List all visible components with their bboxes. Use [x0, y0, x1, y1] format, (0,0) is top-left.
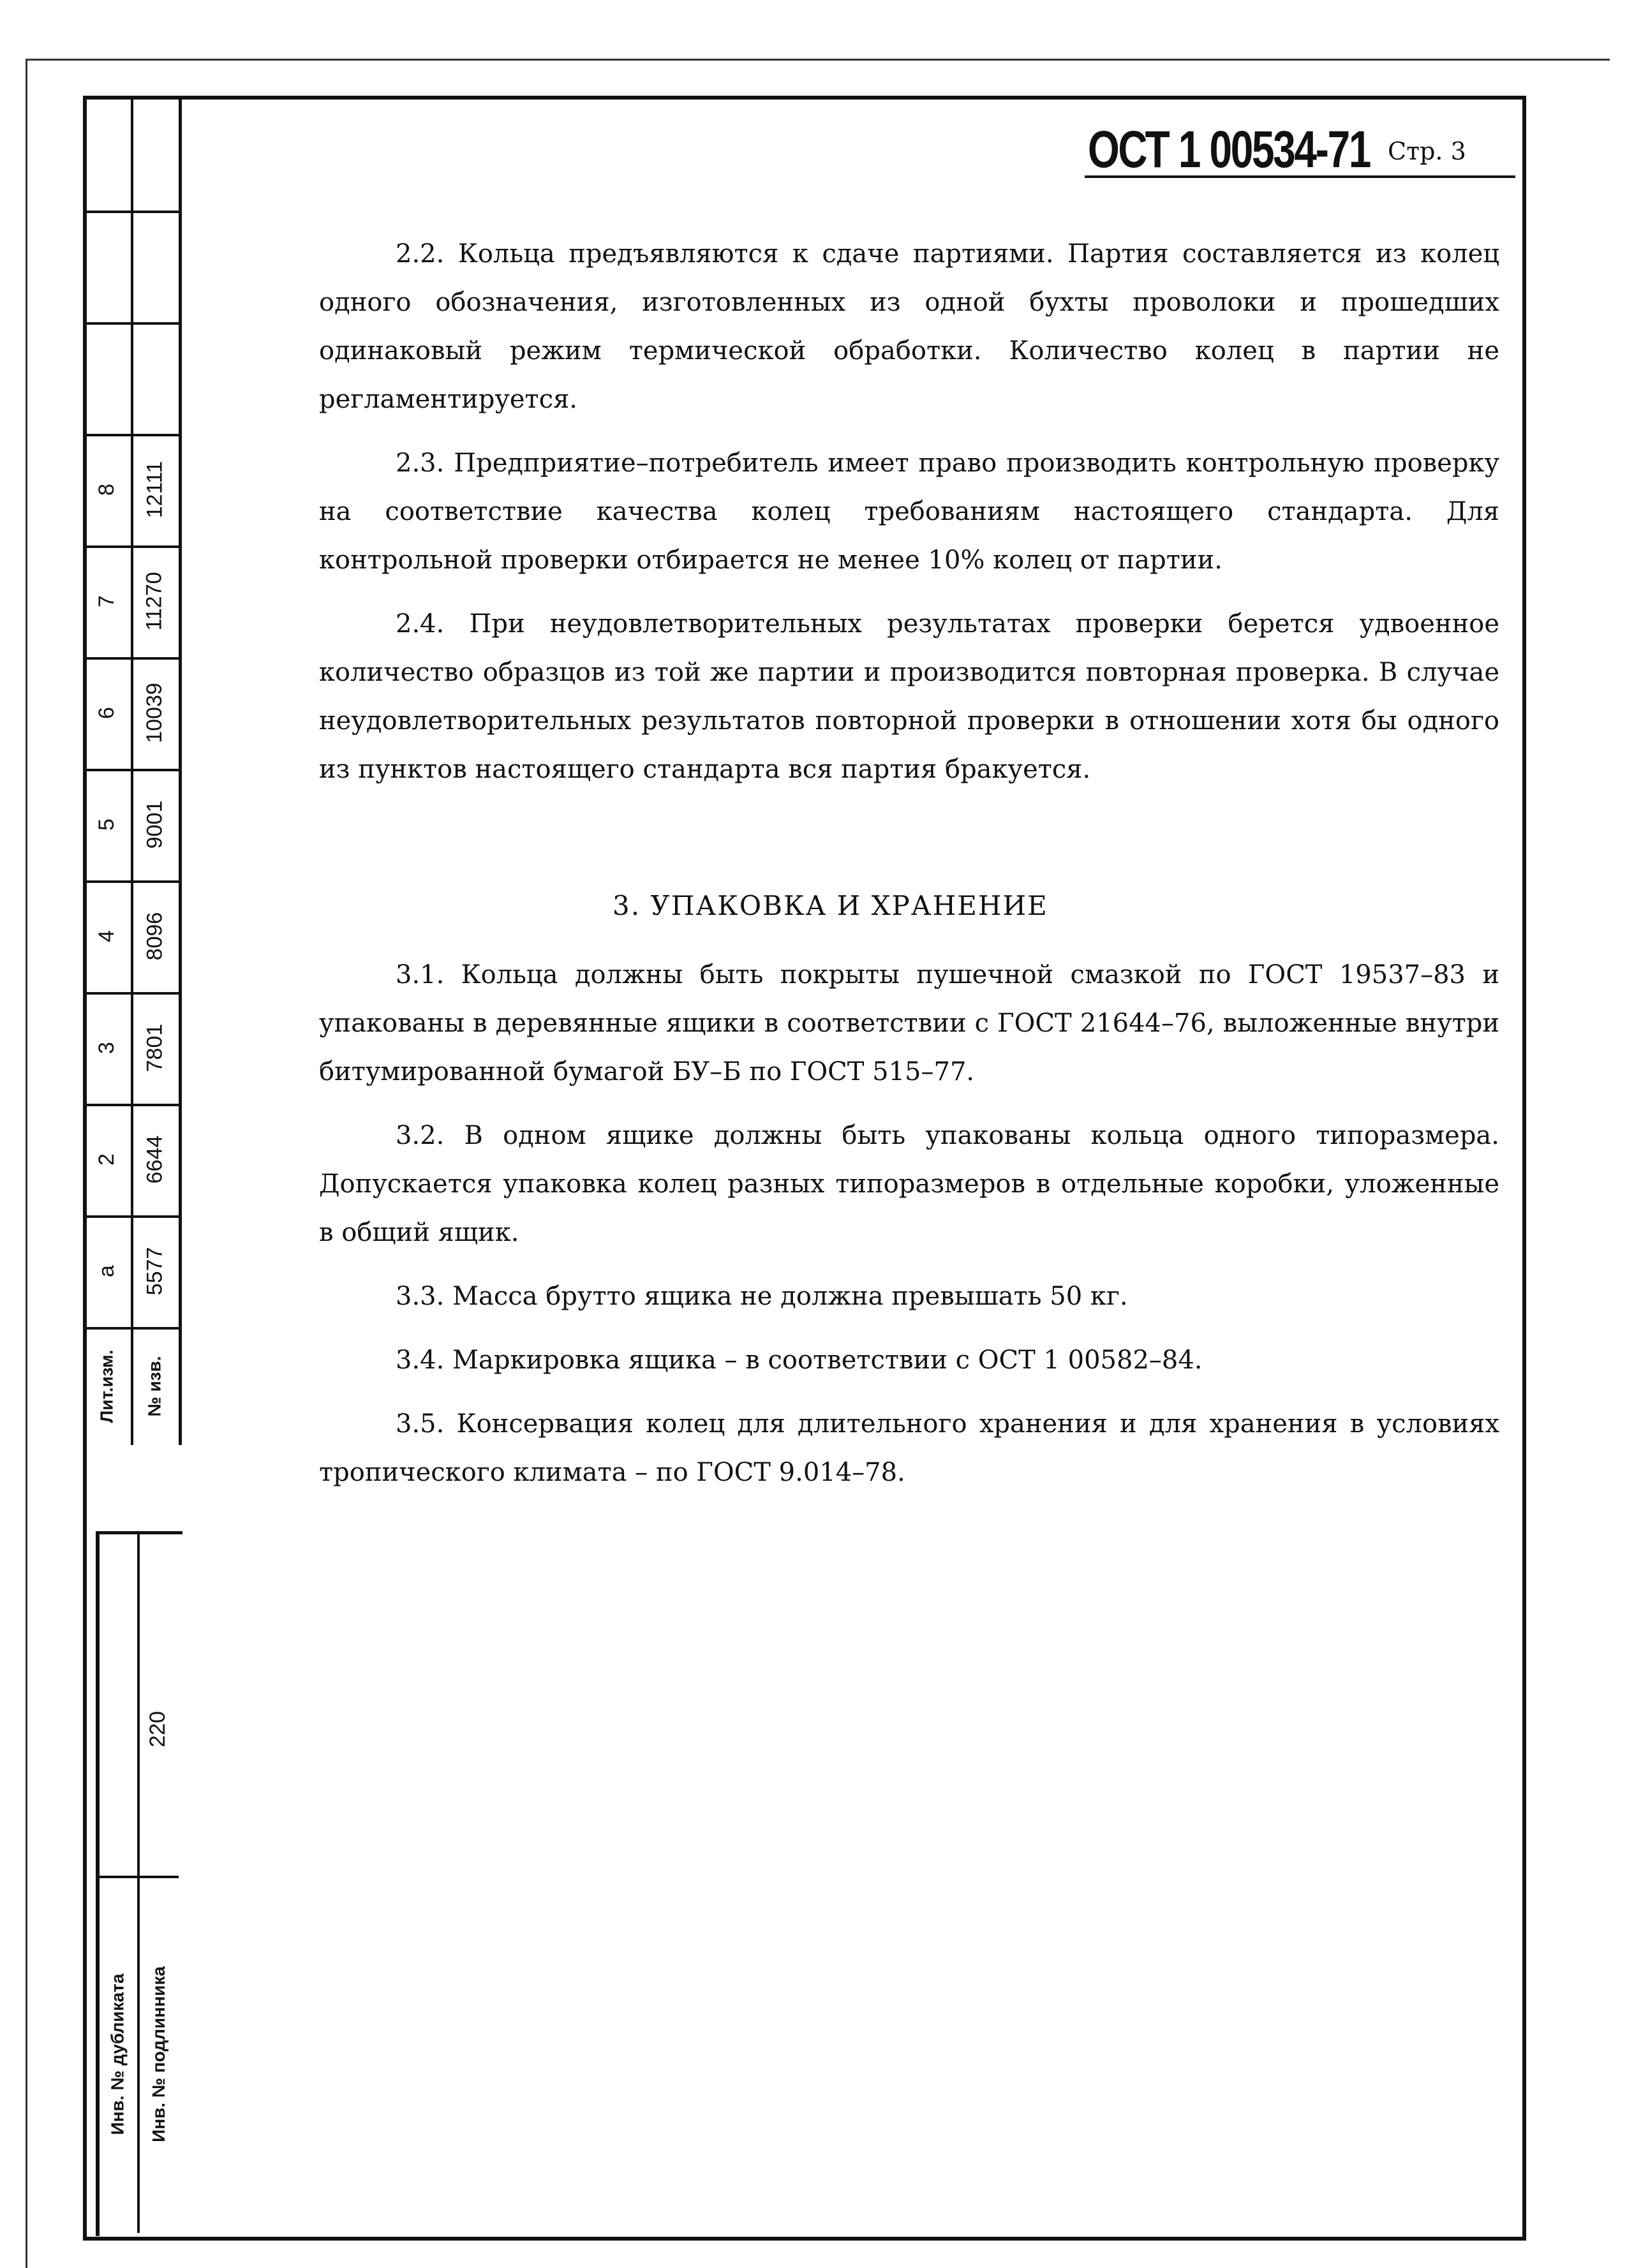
- paragraph-3-4: 3.4. Маркировка ящика – в соответствии с ОСТ 1 00582–84.: [396, 1345, 1203, 1375]
- side-table-lit-cell: а: [94, 1265, 119, 1277]
- side-table-lit-cell: 8: [94, 484, 119, 496]
- side-table-num-cell: 5577: [142, 1247, 167, 1296]
- side-table-num-cell: 12111: [142, 461, 167, 519]
- standard-code: ОСТ 1 00534-71: [1088, 121, 1371, 179]
- paragraph-2-2: 2.2. Кольца предъявляются к сдаче партиями. Партия составляется из колец одного обозначения, изготовленных из одной бухты проволоки и прошедших одинаковый режим термической обработки. Количество колец в партии не регламентируется.: [319, 239, 1499, 414]
- section-3-body: [319, 951, 1499, 1512]
- side-table-lit-cell: 3: [94, 1042, 119, 1054]
- side-table-num-cell: 10039: [142, 683, 167, 743]
- side-table-divider: [83, 322, 179, 325]
- inventory-value: 220: [145, 1710, 170, 1747]
- section-3-heading: 3. УПАКОВКА И ХРАНЕНИЕ: [613, 890, 1048, 921]
- side-table-lit-cell: 6: [94, 707, 119, 719]
- side-table-lit-cell: 7: [94, 595, 119, 607]
- page-number: Стр. 3: [1388, 137, 1466, 165]
- paragraph-2-3: 2.3. Предприятие–потребитель имеет право производить контрольную проверку на соответствие качества колец требованиям настоящего стандарта. Для контрольной проверки отбирается не менее 10% колец от партии.: [319, 448, 1499, 575]
- side-table-lit-cell: 2: [94, 1153, 119, 1166]
- paragraph-3-1: 3.1. Кольца должны быть покрыты пушечной смазкой по ГОСТ 19537–83 и упакованы в деревянные ящики в соответствии с ГОСТ 21644–76, выложенные внутри битумированной бумагой БУ–Б по ГОСТ 515–77.: [319, 960, 1499, 1086]
- side-table-lit-cell: 4: [94, 930, 119, 942]
- side-table-num-cell: 7801: [142, 1023, 167, 1072]
- header-underline: [1085, 175, 1515, 178]
- side-table-label-num: № изв.: [144, 1355, 165, 1417]
- paragraph-3-3: 3.3. Масса брутто ящика не должна превышать 50 кг.: [396, 1282, 1128, 1311]
- side-table-num-cell: 8096: [142, 912, 167, 961]
- side-table-label-lit: Лит.изм.: [96, 1349, 117, 1423]
- side-table-divider: [83, 211, 179, 213]
- side-table-num-cell: 6644: [142, 1135, 167, 1184]
- side-table-lit-cell: 5: [94, 819, 119, 831]
- paragraph-3-2: 3.2. В одном ящике должны быть упакованы кольца одного типоразмера. Допускается упаковка колец разных типоразмеров в отдельные коробки, уложенные в общий ящик.: [319, 1121, 1499, 1247]
- paragraph-2-4: 2.4. При неудовлетворительных результатах проверки берется удвоенное количество образцов из той же партии и производится повторная проверка. В случае неудовлетворительных результатов повторной проверки в отношении хотя бы одного из пунктов настоящего стандарта вся партия бракуется.: [319, 609, 1499, 784]
- paragraph-3-5: 3.5. Консервация колец для длительного хранения и для хранения в условиях тропического климата – по ГОСТ 9.014–78.: [319, 1409, 1499, 1487]
- inventory-dup-label: Инв. № дубликата: [107, 1973, 127, 2135]
- section-2-body: [319, 230, 1499, 809]
- inventory-orig-label: Инв. № подлинника: [149, 1966, 168, 2142]
- side-table-num-cell: 9001: [142, 800, 167, 849]
- inventory-table-divider: [96, 1876, 179, 1878]
- side-table-num-cell: 11270: [142, 572, 167, 631]
